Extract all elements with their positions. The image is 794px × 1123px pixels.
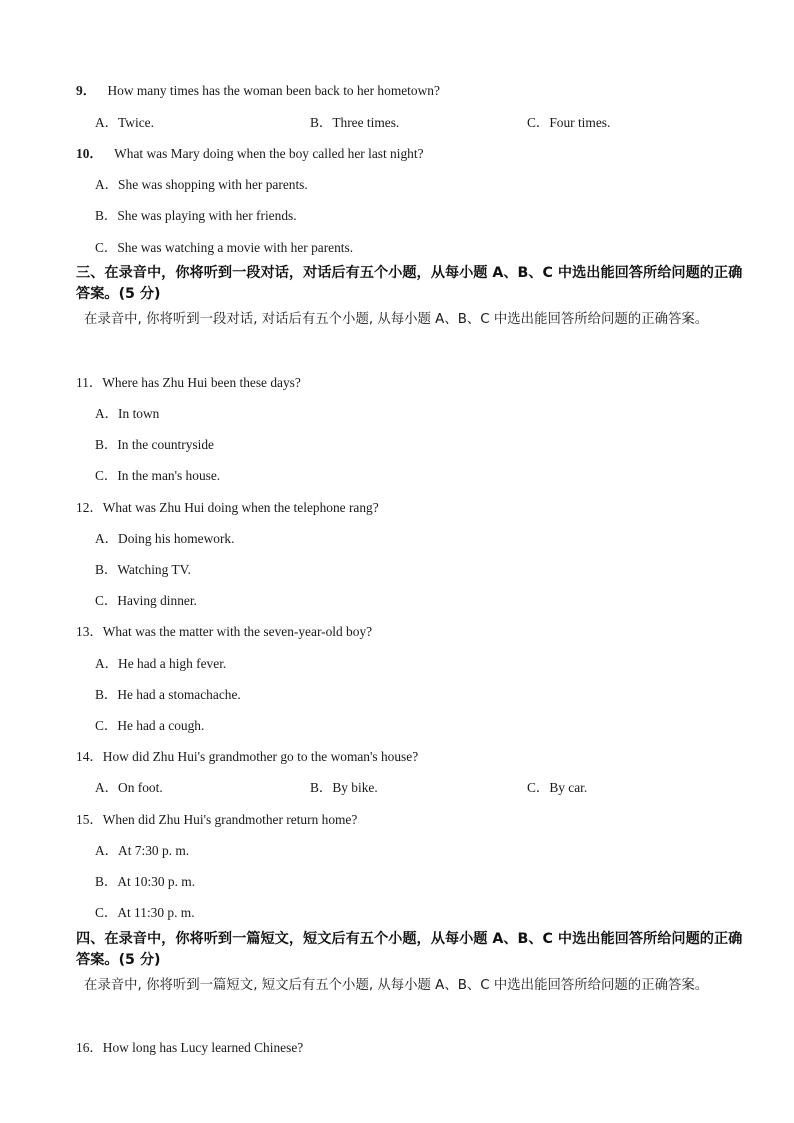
section-3-instruction: 在录音中, 你将听到一段对话, 对话后有五个小题, 从每小题 A、B、C 中选出能回答所给问题的正确答案。 [84,312,709,327]
question-9-option-a: A．Twice. [95,115,154,130]
question-13-option-c: C．He had a cough. [95,718,205,733]
question-10-option-b: B．She was playing with her friends. [95,208,297,223]
question-13-option-a: A．He had a high fever. [95,656,227,671]
question-12-option-b: B．Watching TV. [95,562,191,577]
question-13: 13．What was the matter with the seven-year-old boy? [76,624,373,639]
question-14: 14．How did Zhu Hui's grandmother go to the woman's house? [76,749,419,764]
question-11: 11．Where has Zhu Hui been these days? [76,375,301,390]
question-11-option-c: C．In the man's house. [95,468,221,483]
question-9 [76,82,440,100]
question-9-text: How many times has the woman been back to her hometown? [107,83,440,98]
section-4-instruction: 在录音中, 你将听到一篇短文, 短文后有五个小题, 从每小题 A、B、C 中选出能回答所给问题的正确答案。 [84,978,709,993]
question-10-option-a: A．She was shopping with her parents. [95,177,308,192]
section-3-heading: 三、在录音中，你将听到一段对话，对话后有五个小题，从每小题 A、B、C 中选出能回答所给问题的正确答案。(5 分) [76,265,743,302]
question-15-option-a: A．At 7:30 p. m. [95,843,190,858]
question-9-option-b: B．Three times. [310,115,400,130]
question-14-option-b: B．By bike. [310,780,378,795]
question-12-option-a: A．Doing his homework. [95,531,235,546]
question-9-number: 9． [76,83,97,98]
question-15: 15．When did Zhu Hui's grandmother return home? [76,812,358,827]
question-9-option-c: C．Four times. [527,115,611,130]
question-12-option-c: C．Having dinner. [95,593,197,608]
question-10-number: 10． [76,146,103,161]
question-15-option-b: B．At 10:30 p. m. [95,874,196,889]
question-14-option-a: A．On foot. [95,780,163,795]
question-10-option-c: C．She was watching a movie with her parents. [95,240,354,255]
section-4-heading: 四、在录音中，你将听到一篇短文，短文后有五个小题，从每小题 A、B、C 中选出能回答所给问题的正确答案。(5 分) [76,931,743,968]
question-11-option-b: B．In the countryside [95,437,215,452]
question-10-text: What was Mary doing when the boy called her last night? [114,146,424,161]
question-13-option-b: B．He had a stomachache. [95,687,241,702]
question-15-option-c: C．At 11:30 p. m. [95,905,195,920]
question-11-option-a: A．In town [95,406,160,421]
question-10 [76,145,424,163]
question-14-option-c: C．By car. [527,780,588,795]
question-16: 16．How long has Lucy learned Chinese? [76,1040,304,1055]
question-12: 12．What was Zhu Hui doing when the telephone rang? [76,500,379,515]
